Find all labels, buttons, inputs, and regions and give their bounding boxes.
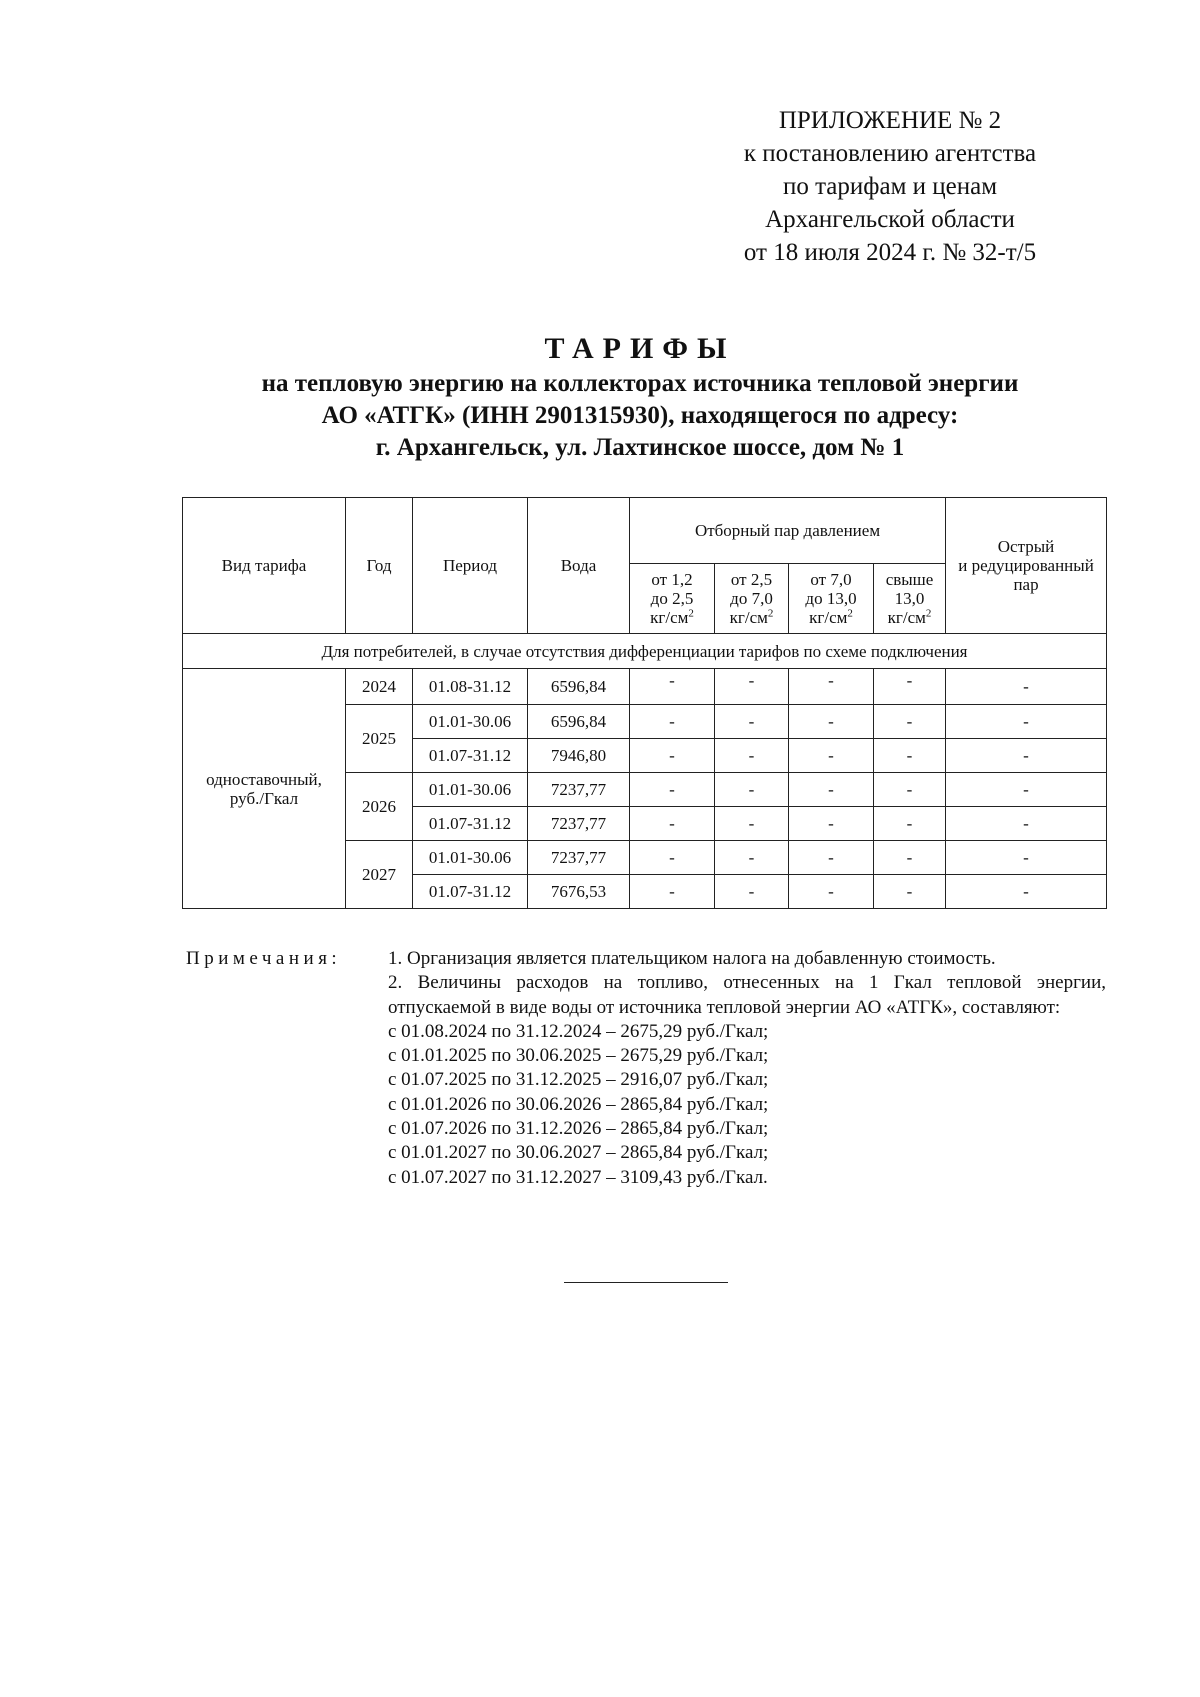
condition-cell: Для потребителей, в случае отсутствия дифференциации тарифов по схеме подключения — [183, 634, 1107, 669]
unit-text: кг/см — [729, 608, 768, 627]
unit-text: кг/см — [887, 608, 926, 627]
steam-cell: - — [789, 875, 874, 909]
steam-col-unit — [874, 608, 945, 627]
steam-cell: - — [874, 669, 946, 705]
header-sharp-line: пар — [1013, 575, 1039, 594]
water-cell: 7237,77 — [528, 807, 630, 841]
steam-col-unit — [789, 608, 873, 627]
header-tariff-type: Вид тарифа — [183, 498, 346, 634]
water-cell: 7237,77 — [528, 773, 630, 807]
fuel-cost-item: с 01.01.2026 по 30.06.2026 – 2865,84 руб./Гкал; — [388, 1093, 769, 1115]
steam-cell: - — [715, 773, 789, 807]
period-cell: 01.07-31.12 — [413, 739, 528, 773]
steam-cell: - — [715, 807, 789, 841]
steam-cell: - — [630, 669, 715, 705]
period-cell: 01.01-30.06 — [413, 705, 528, 739]
steam-cell: - — [715, 841, 789, 875]
steam-cell: - — [874, 739, 946, 773]
steam-col-line: от 7,0 — [810, 570, 852, 589]
unit-text: кг/см — [809, 608, 848, 627]
sharp-steam-cell: - — [946, 669, 1107, 705]
steam-cell: - — [630, 841, 715, 875]
water-cell: 6596,84 — [528, 669, 630, 705]
steam-cell: - — [789, 841, 874, 875]
steam-cell: - — [874, 773, 946, 807]
steam-cell: - — [789, 739, 874, 773]
steam-col-line: от 1,2 — [651, 570, 693, 589]
document-title — [160, 330, 1120, 464]
tariff-name-line: руб./Гкал — [229, 788, 299, 808]
header-steam-col — [874, 564, 946, 634]
steam-col-unit — [630, 608, 714, 627]
steam-cell: - — [630, 705, 715, 739]
fuel-cost-item: с 01.01.2027 по 30.06.2027 – 2865,84 руб./Гкал; — [388, 1142, 769, 1164]
appendix-line: от 18 июля 2024 г. № 32-т/5 — [743, 239, 1037, 266]
sharp-steam-cell: - — [946, 705, 1107, 739]
tariffs-table — [182, 497, 1107, 909]
year-cell: 2024 — [346, 669, 413, 705]
sharp-steam-cell: - — [946, 739, 1107, 773]
header-period: Период — [413, 498, 528, 634]
steam-cell: - — [715, 739, 789, 773]
period-cell: 01.07-31.12 — [413, 807, 528, 841]
steam-cell: - — [715, 705, 789, 739]
header-steam-group: Отборный пар давлением — [630, 498, 946, 564]
fuel-cost-item: с 01.08.2024 по 31.12.2024 – 2675,29 руб./Гкал; — [388, 1020, 769, 1042]
note-1: 1. Организация является плательщиком налога на добавленную стоимость. — [388, 948, 996, 969]
sharp-steam-cell: - — [946, 807, 1107, 841]
steam-cell: - — [630, 739, 715, 773]
appendix-header — [700, 104, 1080, 269]
period-cell: 01.08-31.12 — [413, 669, 528, 705]
steam-cell: - — [874, 841, 946, 875]
note-2: 2. Величины расходов на топливо, отнесенных на 1 Гкал тепловой энергии, отпускаемой в виде воды от источника тепловой энергии АО «АТГК», составляют: — [388, 972, 1106, 1018]
period-cell: 01.01-30.06 — [413, 841, 528, 875]
steam-cell: - — [630, 875, 715, 909]
steam-col-line: от 2,5 — [730, 570, 773, 589]
unit-sup: 2 — [925, 607, 932, 620]
steam-cell: - — [789, 705, 874, 739]
header-sharp-line: Острый — [997, 537, 1055, 556]
water-cell: 7946,80 — [528, 739, 630, 773]
title-main: ТАРИФЫ — [544, 332, 736, 365]
steam-col-unit — [715, 608, 788, 627]
end-divider — [564, 1282, 728, 1283]
header-steam-col — [715, 564, 789, 634]
fuel-cost-item: с 01.07.2026 по 31.12.2026 – 2865,84 руб./Гкал; — [388, 1118, 769, 1140]
steam-cell: - — [715, 669, 789, 705]
steam-cell: - — [874, 705, 946, 739]
sharp-steam-cell: - — [946, 841, 1107, 875]
steam-cell: - — [630, 807, 715, 841]
title-line: г. Архангельск, ул. Лахтинское шоссе, дом № 1 — [375, 434, 905, 461]
steam-cell: - — [789, 669, 874, 705]
period-cell: 01.07-31.12 — [413, 875, 528, 909]
year-cell: 2025 — [346, 705, 413, 773]
title-line: на тепловую энергию на коллекторах источника тепловой энергии — [261, 370, 1019, 397]
steam-col-line: до 2,5 — [650, 589, 694, 608]
notes-body — [388, 947, 1106, 1190]
steam-col-line: до 13,0 — [805, 589, 857, 608]
header-sharp-line: и редуцированный — [958, 556, 1094, 575]
header-sharp-steam — [946, 498, 1107, 634]
steam-cell: - — [630, 773, 715, 807]
fuel-cost-item: с 01.07.2025 по 31.12.2025 – 2916,07 руб./Гкал; — [388, 1069, 769, 1091]
sharp-steam-cell: - — [946, 875, 1107, 909]
water-cell: 6596,84 — [528, 705, 630, 739]
appendix-line: к постановлению агентства — [743, 140, 1037, 167]
steam-col-line: до 7,0 — [730, 589, 773, 608]
fuel-cost-item: с 01.01.2025 по 30.06.2025 – 2675,29 руб./Гкал; — [388, 1045, 769, 1067]
steam-cell: - — [874, 807, 946, 841]
notes-label: Примечания: — [186, 948, 342, 969]
tariff-name-line: одноставочный, — [206, 769, 322, 789]
header-year: Год — [346, 498, 413, 634]
appendix-line: Архангельской области — [765, 206, 1015, 233]
table-row — [183, 669, 1107, 705]
steam-cell: - — [789, 773, 874, 807]
year-cell: 2026 — [346, 773, 413, 841]
year-cell: 2027 — [346, 841, 413, 909]
steam-col-line: 13,0 — [894, 589, 925, 608]
fuel-cost-item: с 01.07.2027 по 31.12.2027 – 3109,43 руб./Гкал. — [388, 1166, 768, 1188]
steam-cell: - — [789, 807, 874, 841]
unit-sup: 2 — [767, 607, 774, 620]
condition-row — [183, 634, 1107, 669]
tariff-name-cell — [183, 669, 346, 909]
water-cell: 7237,77 — [528, 841, 630, 875]
title-line: АО «АТГК» (ИНН 2901315930), находящегося по адресу: — [321, 402, 959, 429]
water-cell: 7676,53 — [528, 875, 630, 909]
steam-cell: - — [874, 875, 946, 909]
unit-sup: 2 — [688, 607, 694, 620]
sharp-steam-cell: - — [946, 773, 1107, 807]
appendix-line: ПРИЛОЖЕНИЕ № 2 — [778, 107, 1002, 134]
period-cell: 01.01-30.06 — [413, 773, 528, 807]
header-steam-col — [630, 564, 715, 634]
header-row — [183, 498, 1107, 564]
header-steam-col — [789, 564, 874, 634]
unit-sup: 2 — [847, 607, 853, 620]
header-water: Вода — [528, 498, 630, 634]
appendix-line: по тарифам и ценам — [782, 173, 998, 200]
steam-cell: - — [715, 875, 789, 909]
unit-text: кг/см — [650, 608, 689, 627]
steam-col-line: свыше — [885, 570, 934, 589]
